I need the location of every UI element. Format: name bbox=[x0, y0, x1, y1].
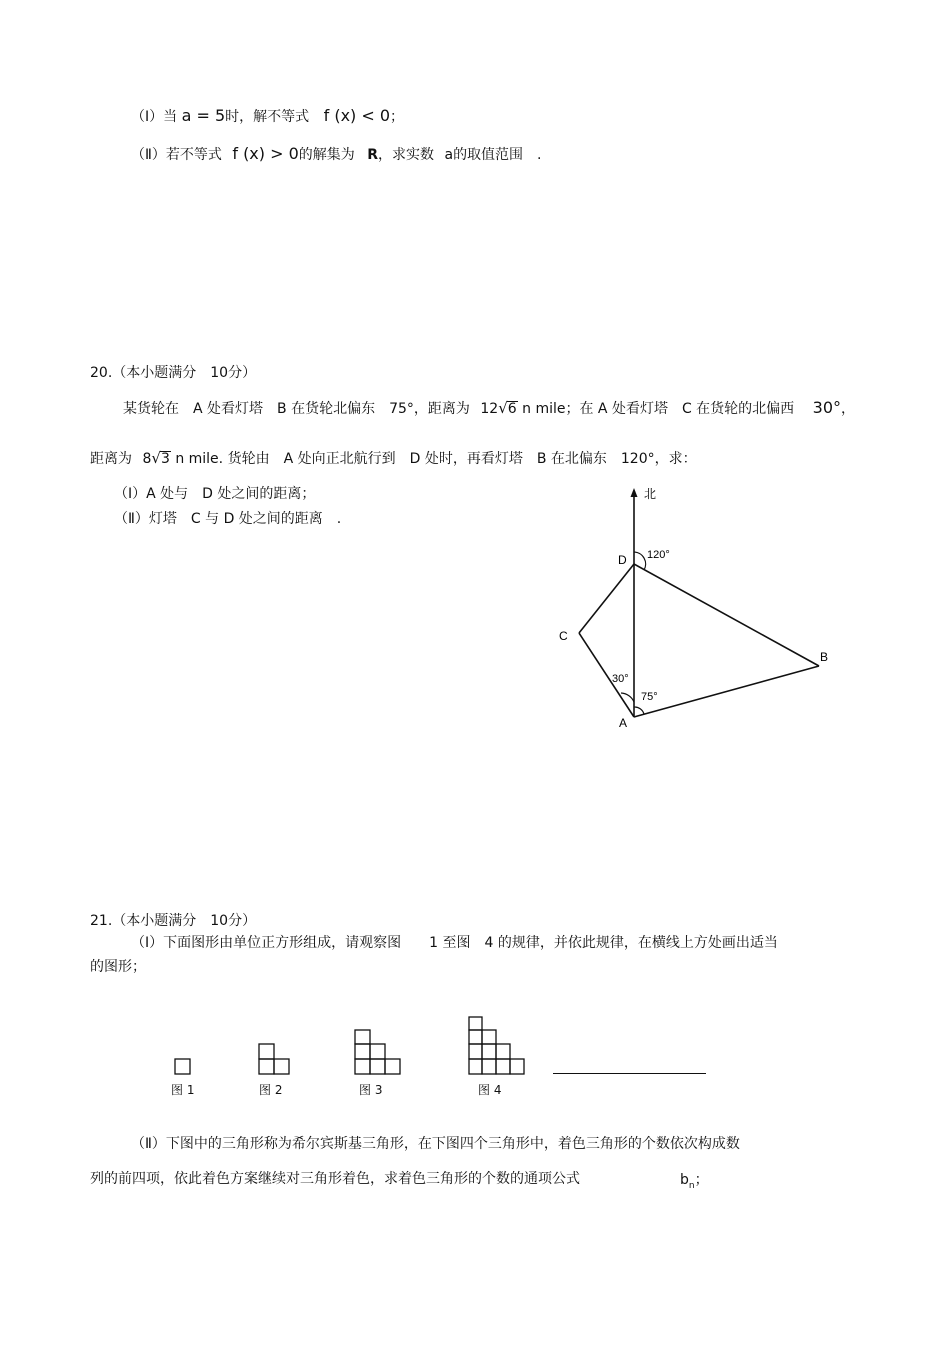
q21-part1-line1: （Ⅰ）下面图形由单位正方形组成，请观察图 1 至图 4 的规律，并依此规律，在横线上方处画出适当 bbox=[131, 935, 778, 951]
q19-part2-end: 的取值范围 . bbox=[453, 147, 542, 163]
q19-part2-label: （Ⅱ）若不等式 bbox=[131, 147, 222, 163]
q20-line1-b: n mile；在 A 处看灯塔 C 在货轮的北偏西 bbox=[522, 401, 795, 417]
q20-header: 20.（本小题满分 10分） bbox=[90, 365, 257, 381]
q20-diagram bbox=[540, 480, 860, 740]
q19-part2-mid2: ，求实数 bbox=[378, 147, 435, 163]
q20-line2 bbox=[90, 449, 697, 468]
sqrt-icon: √ bbox=[151, 449, 161, 467]
q19-part1-inequality: f (x) < 0 bbox=[323, 106, 391, 125]
segment-DB bbox=[634, 564, 819, 666]
north-arrow-icon bbox=[631, 488, 638, 497]
q19-part2-mid1: 的解集为 bbox=[298, 147, 355, 163]
q19-part2-var: a bbox=[444, 147, 454, 163]
label-B: B bbox=[820, 650, 829, 664]
q21-part2-line2: 列的前四项，依此着色方案继续对三角形着色，求着色三角形的个数的通项公式 bbox=[90, 1171, 580, 1187]
figure-3-label: 图 3 bbox=[359, 1083, 383, 1097]
q21-part2-line1: （Ⅱ）下图中的三角形称为希尔宾斯基三角形，在下图四个三角形中，着色三角形的个数依次构成数 bbox=[131, 1136, 740, 1152]
figure-4-squares bbox=[469, 1017, 524, 1074]
q20-line1-a: 某货轮在 A 处看灯塔 B 在货轮北偏东 75°，距离为 bbox=[123, 401, 470, 417]
q20-line1 bbox=[123, 399, 855, 418]
q19-part1-condition: a = 5 bbox=[181, 106, 226, 125]
label-C: C bbox=[559, 629, 568, 643]
figure-1-squares bbox=[175, 1059, 190, 1074]
q20-line1-c: ， bbox=[841, 401, 855, 417]
q19-part1-end: ； bbox=[390, 109, 405, 125]
q20-line2-b: n mile. 货轮由 A 处向正北航行到 D 处时，再看灯塔 B 在北偏东 120°，求： bbox=[175, 451, 697, 467]
segment-AB bbox=[634, 666, 819, 717]
q19-part1-label: （Ⅰ）当 bbox=[131, 109, 178, 125]
label-angle-75: 75° bbox=[641, 691, 658, 703]
q20-line2-radicand: 3 bbox=[160, 451, 170, 467]
bn-symbol: b bbox=[680, 1172, 689, 1188]
q20-line1-coef: 12 bbox=[480, 401, 499, 417]
answer-blank-line bbox=[553, 1073, 706, 1074]
label-angle-120: 120° bbox=[647, 549, 670, 561]
figure-2-squares bbox=[259, 1044, 289, 1074]
label-north: 北 bbox=[644, 487, 657, 501]
q20-line2-a: 距离为 bbox=[90, 451, 132, 467]
q21-part1-line2: 的图形； bbox=[90, 959, 146, 975]
figure-4-label: 图 4 bbox=[478, 1083, 502, 1097]
q20-line2-coef: 8 bbox=[142, 451, 152, 467]
bn-end: ； bbox=[694, 1172, 709, 1188]
q19-part1-mid: 时，解不等式 bbox=[225, 109, 310, 125]
q20-sub2: （Ⅱ）灯塔 C 与 D 处之间的距离 . bbox=[114, 511, 342, 527]
label-A: A bbox=[619, 716, 628, 730]
q21-bn bbox=[680, 1171, 709, 1195]
label-angle-30: 30° bbox=[612, 673, 629, 685]
angle-arc-A-75 bbox=[634, 707, 644, 714]
figure-3-squares bbox=[355, 1030, 400, 1074]
q20-line1-radicand: 6 bbox=[507, 401, 517, 417]
q19-part2-inequality: f (x) > 0 bbox=[232, 144, 299, 163]
q20-sub1: （Ⅰ）A 处与 D 处之间的距离； bbox=[114, 486, 316, 502]
q20-line1-angle: 30° bbox=[812, 398, 841, 417]
q19-part1 bbox=[131, 107, 404, 126]
segment-DC bbox=[579, 564, 634, 633]
figure-2-label: 图 2 bbox=[259, 1083, 283, 1097]
q21-header: 21.（本小题满分 10分） bbox=[90, 913, 257, 929]
sqrt-icon: √ bbox=[498, 399, 508, 417]
label-D: D bbox=[618, 553, 627, 567]
q19-part2-set: R bbox=[367, 147, 379, 163]
figure-1-label: 图 1 bbox=[171, 1083, 195, 1097]
bn-subscript: n bbox=[688, 1180, 695, 1191]
q19-part2 bbox=[131, 145, 542, 164]
